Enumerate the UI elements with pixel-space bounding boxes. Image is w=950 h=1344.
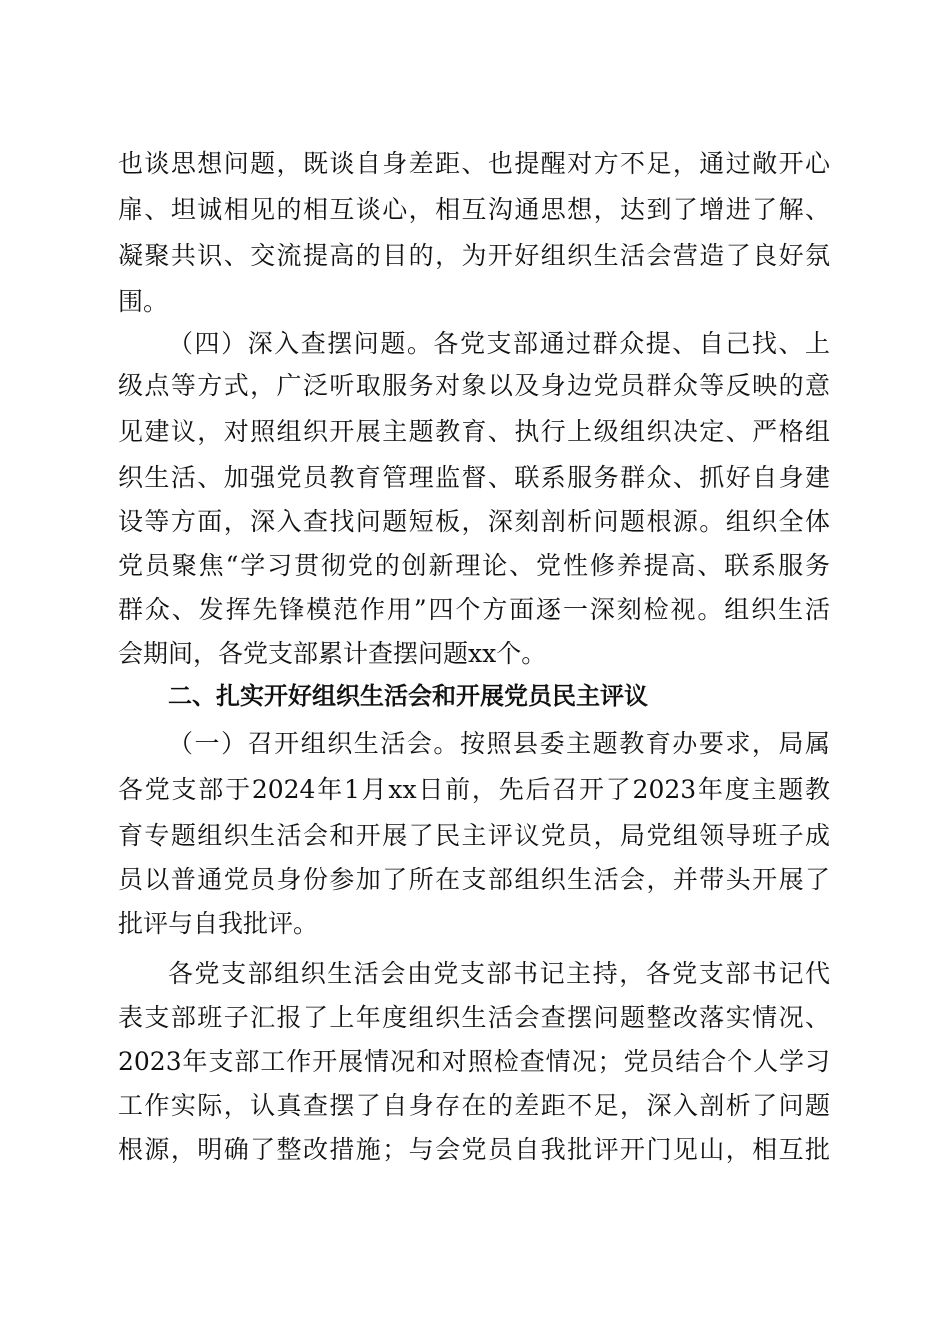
paragraph-3-line-2: 各党支部于2024年1月xx日前，先后召开了2023年度主题教	[118, 775, 830, 804]
paragraph-3-line-5: 批评与自我批评。	[118, 909, 319, 938]
paragraph-3-line-3: 育专题组织生活会和开展了民主评议党员，局党组领导班子成	[118, 821, 830, 850]
paragraph-1-line-2: 扉、坦诚相见的相互谈心，相互沟通思想，达到了增进了解、	[118, 195, 830, 224]
paragraph-1-line-3: 凝聚共识、交流提高的目的，为开好组织生活会营造了良好氛	[118, 241, 830, 270]
paragraph-2-line-3: 见建议，对照组织开展主题教育、执行上级组织决定、严格组	[118, 417, 830, 446]
section-heading: 二、扎实开好组织生活会和开展党员民主评议	[168, 682, 648, 710]
paragraph-2-line-5: 设等方面，深入查找问题短板，深刻剖析问题根源。组织全体	[118, 507, 830, 536]
paragraph-4-line-2: 表支部班子汇报了上年度组织生活会查摆问题整改落实情况、	[118, 1003, 830, 1032]
paragraph-4-line-5: 根源，明确了整改措施；与会党员自我批评开门见山，相互批	[118, 1135, 830, 1164]
paragraph-4-line-4: 工作实际，认真查摆了自身存在的差距不足，深入剖析了问题	[118, 1091, 830, 1120]
paragraph-4-line-1: 各党支部组织生活会由党支部书记主持，各党支部书记代	[168, 959, 830, 988]
paragraph-2-line-4: 织生活、加强党员教育管理监督、联系服务群众、抓好自身建	[118, 463, 830, 492]
paragraph-2-line-7: 群众、发挥先锋模范作用”四个方面逐一深刻检视。组织生活	[118, 595, 830, 624]
paragraph-3-line-1: （一）召开组织生活会。按照县委主题教育办要求，局属	[168, 729, 830, 758]
paragraph-2-line-8: 会期间，各党支部累计查摆问题xx个。	[118, 639, 547, 668]
paragraph-4-line-3: 2023年支部工作开展情况和对照检查情况；党员结合个人学习	[118, 1047, 830, 1076]
paragraph-2-line-1: （四）深入查摆问题。各党支部通过群众提、自己找、上	[168, 329, 830, 358]
paragraph-1-line-4: 围。	[118, 287, 169, 316]
paragraph-2-line-2: 级点等方式，广泛听取服务对象以及身边党员群众等反映的意	[118, 371, 830, 400]
paragraph-2-line-6: 党员聚焦“学习贯彻党的创新理论、党性修养提高、联系服务	[118, 551, 830, 580]
paragraph-1-line-1: 也谈思想问题，既谈自身差距、也提醒对方不足，通过敞开心	[118, 149, 830, 178]
paragraph-3-line-4: 员以普通党员身份参加了所在支部组织生活会，并带头开展了	[118, 865, 830, 894]
